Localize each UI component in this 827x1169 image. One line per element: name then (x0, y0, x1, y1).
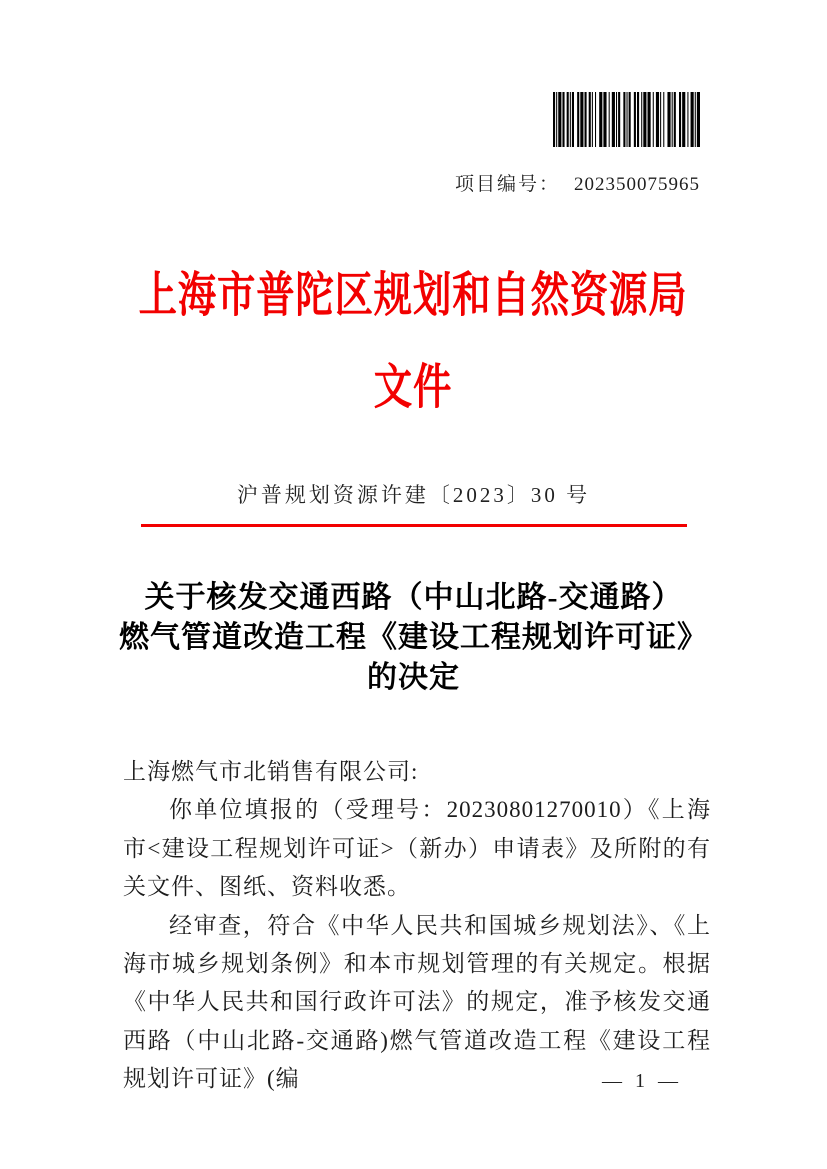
org-title (0, 250, 827, 434)
project-number-value: 202350075965 (574, 174, 700, 195)
red-divider-line (141, 524, 687, 527)
document-title-line-2: 燃气管道改造工程《建设工程规划许可证》 (119, 621, 708, 654)
barcode-icon (553, 92, 700, 147)
document-title-line-3: 的决定 (367, 661, 460, 694)
doc-reference-number: 沪普规划资源许建〔2023〕30 号 (236, 483, 591, 507)
paragraph-1: 你单位填报的（受理号：20230801270010）《上海市<建设工程规划许可证>（新办）申请表》及所附的有关文件、图纸、资料收悉。 (123, 797, 711, 900)
page-number: — 1 — (602, 1070, 682, 1092)
document-title-line-1: 关于核发交通西路（中山北路-交通路） (144, 581, 683, 614)
document-body (123, 753, 711, 1099)
project-number-line (455, 169, 700, 196)
salutation: 上海燃气市北销售有限公司: (123, 759, 419, 784)
paragraph-2: 经审查，符合《中华人民共和国城乡规划法》、《上海市城乡规划条例》和本市规划管理的有关规定。根据《中华人民共和国行政许可法》的规定，准予核发交通西路（中山北路-交通路)燃气管道改造工程《建设工程规划许可证》(编 (123, 912, 711, 1092)
org-title-line-2: 文件 (374, 361, 453, 414)
barcode (553, 92, 700, 147)
org-title-line-1: 上海市普陀区规划和自然资源局 (139, 269, 688, 322)
document-title (0, 578, 827, 698)
project-number-label: 项目编号： (454, 174, 560, 195)
